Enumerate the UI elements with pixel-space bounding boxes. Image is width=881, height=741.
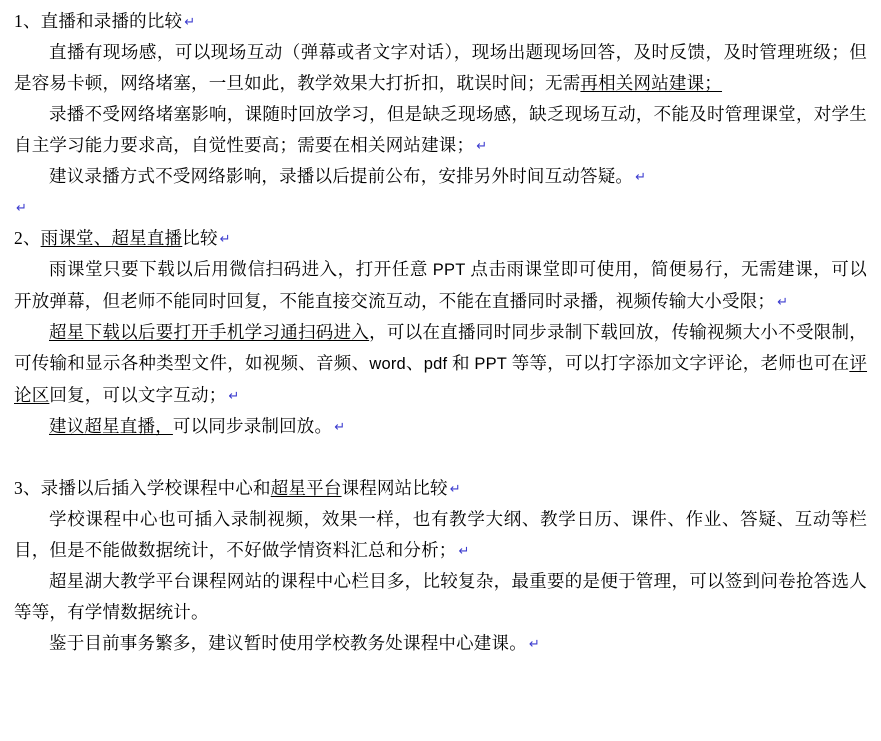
paragraph-heading-3	[14, 473, 867, 504]
paragraph-mark-icon: ↵	[184, 14, 196, 29]
paragraph-body-6	[14, 411, 867, 442]
paragraph-text: 建议超星直播，可以同步录制回放。	[49, 416, 333, 436]
paragraph-mark-icon: ↵	[777, 294, 789, 309]
paragraph-text: 3、录播以后插入学校课程中心和超星平台课程网站比较	[14, 478, 448, 498]
paragraph-mark-icon: ↵	[219, 231, 231, 246]
paragraph-text: 鉴于目前事务繁多，建议暂时使用学校教务处课程中心建课。	[49, 633, 527, 653]
paragraph-text: 2、雨课堂、超星直播比较	[14, 228, 218, 248]
paragraph-mark-icon: ↵	[528, 636, 540, 651]
paragraph-text: 学校课程中心也可插入录制视频，效果一样，也有教学大纲、教学日历、课件、作业、答疑、互动等栏目，但是不能做数据统计，不好做学情资料汇总和分析；	[14, 509, 867, 560]
paragraph-mark-icon: ↵	[16, 200, 27, 215]
paragraph-text: 建议录播方式不受网络影响，录播以后提前公布，安排另外时间互动答疑。	[49, 166, 634, 186]
paragraph-body-2	[14, 99, 867, 161]
paragraph-blank-1	[14, 192, 867, 223]
paragraph-body-8	[14, 566, 867, 628]
paragraph-mark-icon: ↵	[228, 388, 240, 403]
underlined-run: 超星下载以后要打开手机学习通扫码进入	[49, 322, 370, 342]
paragraph-body-5	[14, 317, 867, 411]
paragraph-text: 1、直播和录播的比较	[14, 11, 183, 31]
paragraph-mark-icon: ↵	[635, 169, 647, 184]
paragraph-mark-icon: ↵	[458, 543, 470, 558]
underlined-run: 雨课堂、超星直播	[40, 228, 183, 248]
paragraph-mark-icon: ↵	[334, 419, 346, 434]
paragraph-body-1	[14, 37, 867, 99]
paragraph-text: 超星下载以后要打开手机学习通扫码进入，可以在直播同时同步录制下载回放，传输视频大小不受限制，可传输和显示各种类型文件，如视频、音频、word、pdf 和 PPT 等等，可以打字添加文字评论，老师也可在评论区回复，可以文字互动；	[14, 322, 868, 405]
underlined-run: 建议超星直播，	[49, 416, 173, 436]
paragraph-mark-icon: ↵	[449, 481, 461, 496]
paragraph-body-7	[14, 504, 867, 566]
paragraph-text: 超星湖大教学平台课程网站的课程中心栏目多，比较复杂，最重要的是便于管理，可以签到问卷抢答选人等等，有学情数据统计。	[14, 571, 867, 622]
underlined-run: 评论区	[14, 353, 868, 405]
paragraph-body-4	[14, 254, 867, 317]
paragraph-body-3	[14, 161, 867, 192]
underlined-run: 超星平台	[270, 478, 342, 498]
paragraph-body-9	[14, 628, 867, 659]
paragraph-mark-icon: ↵	[476, 138, 488, 153]
paragraph-text: 录播不受网络堵塞影响，课随时回放学习，但是缺乏现场感，缺乏现场互动，不能及时管理课堂，对学生自主学习能力要求高，自觉性要高；需要在相关网站建课；	[14, 104, 867, 155]
paragraph-blank-2	[14, 442, 867, 473]
paragraph-text: 直播有现场感，可以现场互动（弹幕或者文字对话），现场出题现场回答，及时反馈，及时管理班级；但是容易卡顿，网络堵塞，一旦如此，教学效果大打折扣，耽误时间；无需再相关网站建课；	[14, 42, 867, 93]
underlined-run: 再相关网站建课；	[580, 73, 723, 93]
paragraph-heading-2	[14, 223, 867, 254]
paragraph-text: 雨课堂只要下载以后用微信扫码进入，打开任意 PPT 点击雨课堂即可使用，简便易行，无需建课，可以开放弹幕，但老师不能同时回复，不能直接交流互动，不能在直播同时录播，视频传输大小受限；	[14, 259, 867, 311]
paragraph-heading-1	[14, 6, 867, 37]
